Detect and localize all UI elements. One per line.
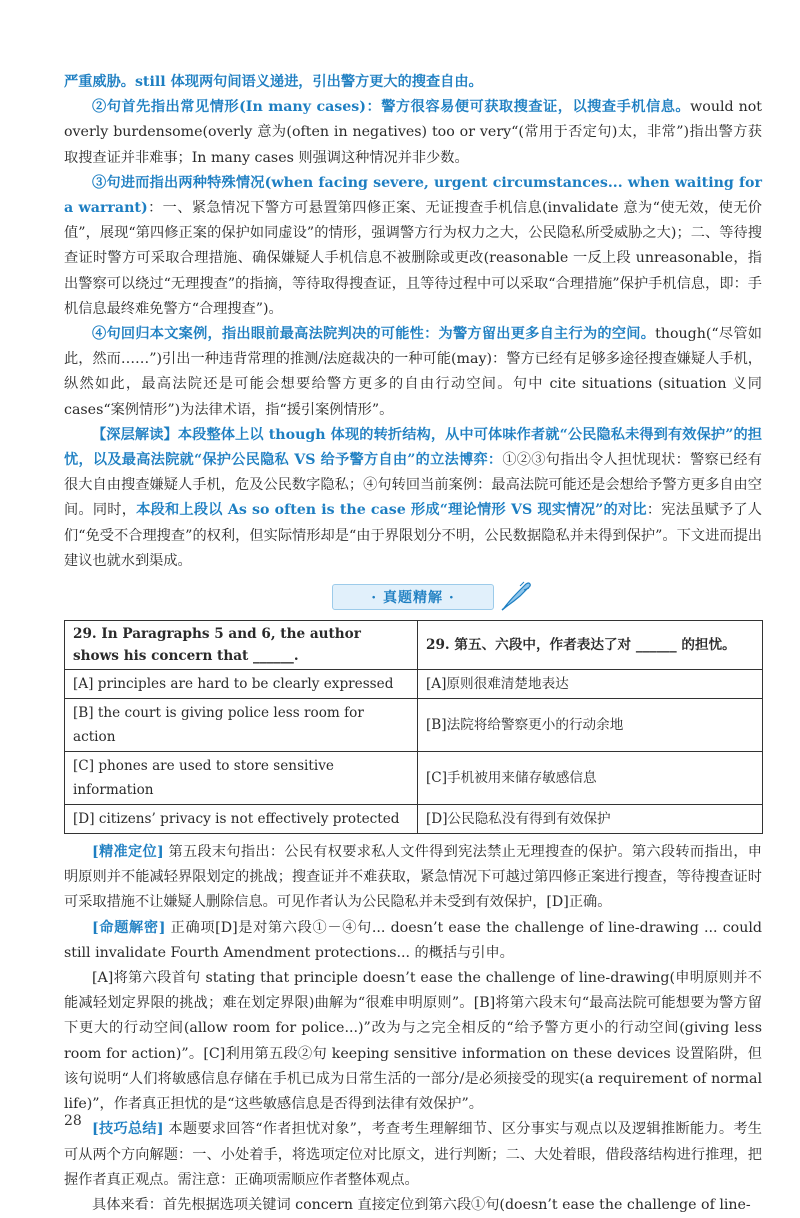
explanation-paragraphs bbox=[64, 70, 762, 574]
option-a-zh: [A]原则很难清楚地表达 bbox=[418, 670, 763, 699]
paragraph bbox=[64, 322, 762, 423]
question-table bbox=[64, 620, 763, 834]
analysis-paragraph bbox=[64, 916, 762, 966]
option-b-en: [B] the court is giving police less room for action bbox=[65, 699, 418, 752]
table-row bbox=[65, 699, 763, 752]
table-row bbox=[65, 670, 763, 699]
body-text: 具体来看：首先根据选项关键词 concern 直接定位到第六段①句(doesn’t ease the challenge of line- bbox=[92, 1196, 751, 1213]
paragraph bbox=[64, 423, 762, 574]
question-en: 29. In Paragraphs 5 and 6, the author shows his concern that ______. bbox=[65, 621, 418, 670]
analysis-paragraph bbox=[64, 1117, 762, 1193]
section-banner: · 真题精解 · bbox=[332, 584, 494, 610]
body-text: ：一、紧急情况下警方可悬置第四修正案、无证搜查手机信息(invalidate 意为“使无效，使无价值”，展现“第四修正案的保护如同虚设”的情形，强调警方行为权力之大，公民隐私所受威胁之大)；二、等待搜查证时警方可采取合理措施、确保嫌疑人手机信息不被删除或更改(reasonable 一反上段 unreasonable，指出警察可以绕过“无理搜查”的指摘，等待取得搜查证，且等待过程中可以采取“合理措施”保护手机信息，即：手机信息最终难免警方“合理搜查”)。 bbox=[64, 200, 762, 317]
section-banner-row bbox=[64, 576, 762, 620]
body-text: 第五段末句指出：公民有权要求私人文件得到宪法禁止无理搜查的保护。第六段转而指出，申明原则并不能减轻界限划定的挑战；搜查证并不难获取，紧急情况下可越过第四修正案进行搜查，等待搜查证时可采取措施不让嫌疑人删除信息。可见作者认为公民隐私并未受到有效保护，[D]正确。 bbox=[64, 844, 762, 911]
analysis-paragraph bbox=[64, 966, 762, 1117]
body-text: 本题要求回答“作者担忧对象”，考查考生理解细节、区分事实与观点以及逻辑推断能力。考生可从两个方向解题：一、小处着手，将选项定位对比原文，进行判断；二、大处着眼，借段落结构进行推理，把握作者真正观点。需注意：正确项需顺应作者整体观点。 bbox=[64, 1121, 762, 1188]
page-content bbox=[64, 70, 762, 1218]
body-text: 正确项[D]是对第六段①－④句... doesn’t ease the challenge of line-drawing ... could still invalidate Fourth Amendment protections... 的概括与引申。 bbox=[64, 919, 762, 961]
emphasis-text: ③句进而指出两种特殊情况(when facing severe, urgent circumstances... when waiting for a warrant) bbox=[64, 174, 762, 217]
emphasis-text: [命题解密] bbox=[92, 919, 166, 936]
body-text: ①②③句指出令人担忧现状：警察已经有很大自由搜查嫌疑人手机，危及公民数字隐私；④句转回当前案例：最高法院可能还是会想给予警方更多自由空间。同时， bbox=[64, 452, 762, 519]
emphasis-text: [精准定位] bbox=[92, 844, 164, 861]
analysis-paragraph bbox=[64, 1193, 762, 1218]
question-zh: 29. 第五、六段中，作者表达了对 ______ 的担忧。 bbox=[418, 621, 763, 670]
table-row bbox=[65, 805, 763, 834]
option-d-en: [D] citizens’ privacy is not effectively protected bbox=[65, 805, 418, 834]
analysis-paragraph bbox=[64, 840, 762, 916]
body-text: ：宪法虽赋予了人们“免受不合理搜查”的权利，但实际情形却是“由于界限划分不明，公民数据隐私并未得到保护”。下文进而提出建议也就水到渠成。 bbox=[64, 502, 762, 569]
emphasis-text: ②句首先指出常见情形(In many cases)：警方很容易便可获取搜查证，以搜查手机信息。 bbox=[92, 99, 691, 116]
table-row bbox=[65, 621, 763, 670]
emphasis-text: [技巧总结] bbox=[92, 1121, 164, 1138]
option-b-zh: [B]法院将给警察更小的行动余地 bbox=[418, 699, 763, 752]
option-c-en: [C] phones are used to store sensitive information bbox=[65, 752, 418, 805]
option-a-en: [A] principles are hard to be clearly expressed bbox=[65, 670, 418, 699]
option-d-zh: [D]公民隐私没有得到有效保护 bbox=[418, 805, 763, 834]
body-text: though(“尽管如此，然而……”)引出一种违背常理的推测/法庭裁决的一种可能(may)：警方已经有足够多途径搜查嫌疑人手机，纵然如此，最高法院还是可能会想要给警方更多的自由行动空间。句中 cite situations (situation 义同 cases“案例情形”)为法律术语，指“援引案例情形”。 bbox=[64, 326, 762, 418]
page-number: 28 bbox=[64, 1113, 82, 1129]
paragraph bbox=[64, 171, 762, 322]
body-text: would not overly burdensome(overly 意为(often in negatives) too or very“(常用于否定句)太，非常”)指出警方获取搜查证并非难事；In many cases 则强调这种情况并非少数。 bbox=[64, 99, 762, 166]
paragraph bbox=[64, 70, 762, 95]
paragraph bbox=[64, 95, 762, 171]
emphasis-text: 严重威胁。still 体现两句间语义递进，引出警方更大的搜查自由。 bbox=[64, 74, 483, 90]
option-c-zh: [C]手机被用来储存敏感信息 bbox=[418, 752, 763, 805]
emphasis-text: 【深层解读】本段整体上以 though 体现的转折结构，从中可体味作者就“公民隐私未得到有效保护”的担忧，以及最高法院就“保护公民隐私 VS 给予警方自由”的立法博弈： bbox=[64, 426, 762, 469]
emphasis-text: ④句回归本文案例，指出眼前最高法院判决的可能性：为警方留出更多自主行为的空间。 bbox=[92, 326, 656, 343]
body-text: [A]将第六段首句 stating that principle doesn’t ease the challenge of line-drawing(申明原则并不能减轻划定界限的挑战；难在划定界限)曲解为“很难申明原则”。[B]将第六段末句“最高法院可能想要为警方留下更大的行动空间(allow room for police...)”改为与之完全相反的“给予警方更小的行动空间(giving less room for action)”。[C]利用第五段②句 keeping sensitive information on these devices 设置陷阱，但该句说明“人们将敏感信息存储在手机已成为日常生活的一部分/是必须接受的现实(a requirement of normal life)”，作者真正担忧的是“这些敏感信息是否得到法律有效保护”。 bbox=[64, 970, 762, 1113]
table-row bbox=[65, 752, 763, 805]
analysis-paragraphs bbox=[64, 840, 762, 1218]
pen-icon bbox=[500, 578, 534, 612]
emphasis-text: 本段和上段以 As so often is the case 形成“理论情形 VS 现实情况”的对比 bbox=[136, 502, 647, 519]
